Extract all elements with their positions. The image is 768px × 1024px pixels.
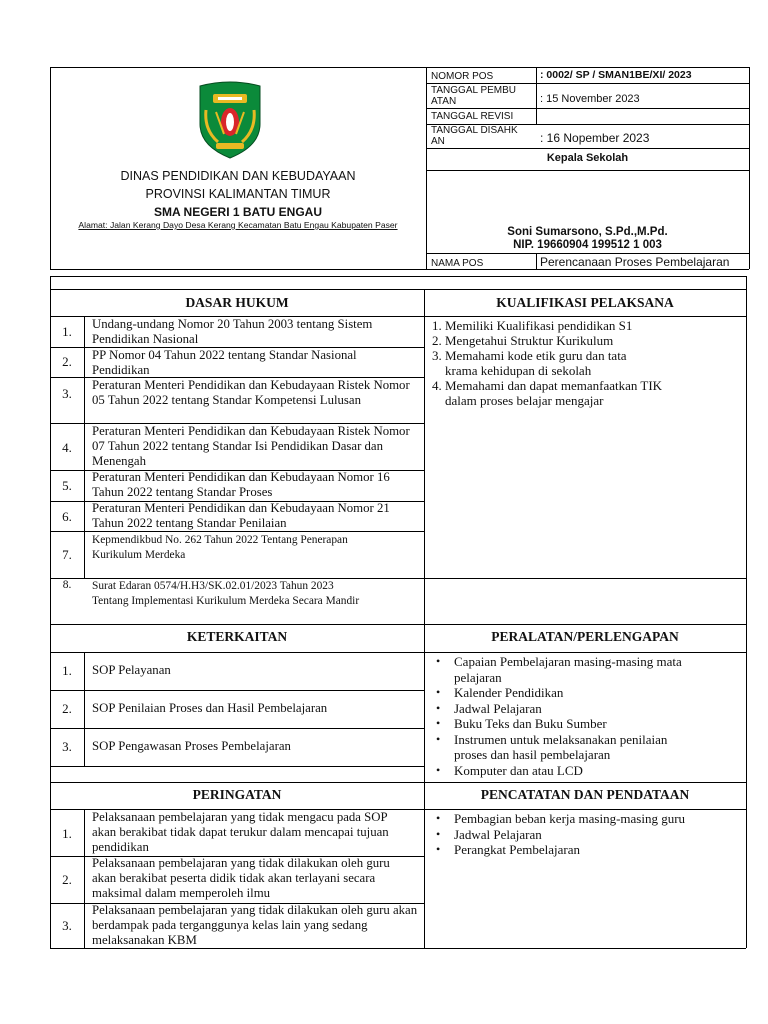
row-number: 2. [62, 354, 72, 369]
signer-nip: NIP. 19660904 199512 1 003 [513, 239, 662, 251]
list-item: • Buku Teks dan Buku Sumber [430, 716, 742, 732]
list-item: Pelaksanaan pembelajaran yang tidak dilakukan oleh guru akan berdampak pada terganggunya kelas lain yang sedang melaksanakan KBM [92, 903, 418, 947]
list-item: Surat Edaran 0574/H.H3/SK.02.01/2023 Tahun 2023 Tentang Implementasi Kurikulum Merdeka Secara Mandir [92, 580, 360, 607]
row-number: 2. [62, 701, 72, 716]
tanggal-disahkan-label-1: TANGGAL DISAHK [431, 125, 518, 136]
school-address: Alamat: Jalan Kerang Dayo Desa Kerang Kecamatan Batu Engau Kabupaten Paser [78, 220, 398, 230]
tanggal-pembuatan-label-2: ATAN [431, 96, 457, 107]
list-item: Pelaksanaan pembelajaran yang tidak dilakukan oleh guru akan berakibat peserta didik tidak akan terlayani secara maksimal dalam memperoleh ilmu [92, 856, 390, 900]
row-number: 1. [62, 826, 72, 841]
list-item: PP Nomor 04 Tahun 2022 tentang Standar Nasional Pendidikan [92, 348, 357, 377]
list-item: • Capaian Pembelajaran masing-masing mata pelajaran [430, 654, 742, 685]
list-item: krama kehidupan di sekolah [432, 363, 592, 378]
tanggal-pembuatan-value: : 15 November 2023 [540, 93, 640, 105]
list-item: Pelaksanaan pembelajaran yang tidak mengacu pada SOP akan berakibat tidak dapat terukur dalam mencapai tujuan pendidikan [92, 810, 389, 854]
row-number: 7. [62, 547, 72, 562]
dasar-hukum-title: DASAR HUKUM [185, 295, 289, 310]
nama-pos-value: Perencanaan Proses Pembelajaran [540, 255, 730, 269]
agency-line-1: DINAS PENDIDIKAN DAN KEBUDAYAAN [120, 169, 356, 183]
tanggal-pembuatan-label-1: TANGGAL PEMBU [431, 85, 517, 96]
list-item: 2. Mengetahui Struktur Kurikulum [432, 333, 614, 348]
list-item: Peraturan Menteri Pendidikan dan Kebudayaan Ristek Nomor 05 Tahun 2022 tentang Standar Kompetensi Lulusan [92, 378, 410, 407]
list-item: Kepmendikbud No. 262 Tahun 2022 Tentang Penerapan Kurikulum Merdeka [92, 534, 348, 561]
row-number: 5. [62, 478, 72, 493]
list-item: • Pembagian beban kerja masing-masing guru [430, 811, 742, 827]
pencatatan-title: PENCATATAN DAN PENDATAAN [480, 787, 690, 802]
school-name: SMA NEGERI 1 BATU ENGAU [153, 205, 322, 219]
list-item: SOP Pelayanan [92, 663, 171, 677]
tanggal-disahkan-value: : 16 Nopember 2023 [540, 131, 650, 145]
list-item: SOP Penilaian Proses dan Hasil Pembelajaran [92, 701, 328, 715]
agency-line-2: PROVINSI KALIMANTAN TIMUR [145, 187, 331, 201]
list-item: 1. Memiliki Kualifikasi pendidikan S1 [432, 318, 633, 333]
list-item: SOP Pengawasan Proses Pembelajaran [92, 739, 291, 753]
row-number: 3. [62, 386, 72, 401]
provincial-crest-icon [196, 80, 264, 160]
list-item: • Komputer dan atau LCD [430, 763, 742, 779]
peralatan-list [430, 654, 742, 778]
tanggal-revisi-label: TANGGAL REVISI [431, 111, 514, 122]
signer-name: Soni Sumarsono, S.Pd.,M.Pd. [507, 226, 668, 238]
row-number: 1. [62, 663, 72, 678]
row-number: 6. [62, 509, 72, 524]
nomor-pos-label: NOMOR POS [431, 71, 494, 82]
kepala-sekolah-label: Kepala Sekolah [546, 152, 629, 164]
list-item: • Jadwal Pelajaran [430, 827, 742, 843]
list-item: Peraturan Menteri Pendidikan dan Kebudayaan Nomor 21 Tahun 2022 tentang Standar Penilaian [92, 501, 390, 530]
list-item: Undang-undang Nomor 20 Tahun 2003 tentang Sistem Pendidikan Nasional [92, 317, 373, 346]
kualifikasi-list [432, 318, 742, 408]
list-item: dalam proses belajar mengajar [432, 393, 604, 408]
row-number: 3. [62, 739, 72, 754]
list-item: • Kalender Pendidikan [430, 685, 742, 701]
list-item: • Perangkat Pembelajaran [430, 842, 742, 858]
list-item: • Instrumen untuk melaksanakan penilaian proses dan hasil pembelajaran [430, 732, 742, 763]
pencatatan-list [430, 811, 742, 858]
row-number: 1. [62, 324, 72, 339]
list-item: 3. Memahami kode etik guru dan tata [432, 348, 627, 363]
row-number: 3. [62, 918, 72, 933]
row-number: 8. [62, 579, 72, 591]
tanggal-disahkan-label-2: AN [431, 136, 445, 147]
nama-pos-label: NAMA POS [431, 258, 484, 269]
peralatan-title: PERALATAN/PERLENGAPAN [491, 629, 679, 644]
list-item: • Jadwal Pelajaran [430, 701, 742, 717]
list-item: 4. Memahami dan dapat memanfaatkan TIK [432, 378, 663, 393]
nomor-pos-value: : 0002/ SP / SMAN1BE/XI/ 2023 [540, 69, 692, 81]
row-number: 2. [62, 872, 72, 887]
list-item: Peraturan Menteri Pendidikan dan Kebudayaan Ristek Nomor 07 Tahun 2022 tentang Standar Isi Pendidikan Dasar dan Menengah [92, 424, 410, 468]
list-item: Peraturan Menteri Pendidikan dan Kebudayaan Nomor 16 Tahun 2022 tentang Standar Proses [92, 470, 390, 499]
row-number: 4. [62, 440, 72, 455]
peringatan-title: PERINGATAN [192, 787, 282, 802]
keterkaitan-title: KETERKAITAN [186, 629, 288, 644]
kualifikasi-title: KUALIFIKASI PELAKSANA [496, 295, 674, 310]
